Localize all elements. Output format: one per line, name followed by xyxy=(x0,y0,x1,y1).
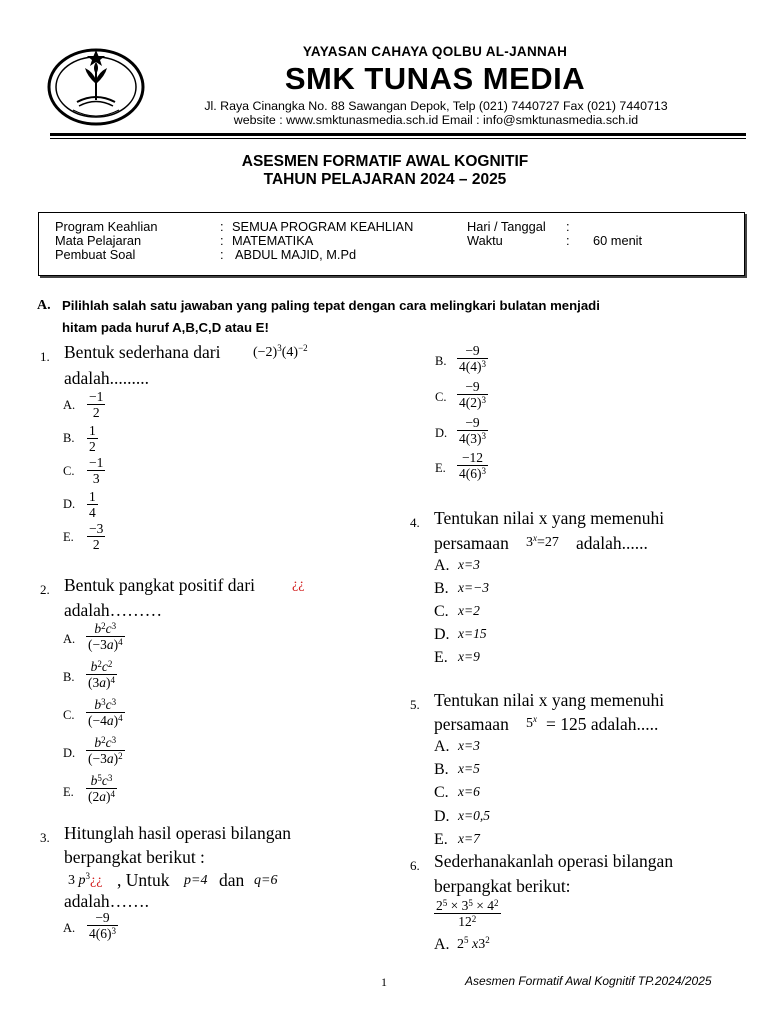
q3-option-e[interactable]: −12 $4(6)^3$ xyxy=(459,450,486,481)
q1-text-2: adalah......... xyxy=(64,368,150,388)
program-label: Program Keahlian xyxy=(55,219,158,234)
q5-number: 5. xyxy=(410,697,420,712)
q3-expression: 3 $p^3¿¿$ xyxy=(68,871,103,888)
q3-text-2: berpangkat berikut : xyxy=(64,847,205,867)
q2-option-a-letter[interactable]: A. xyxy=(63,632,76,646)
q5-option-e[interactable]: x=7 xyxy=(458,831,480,846)
time-colon: : xyxy=(566,233,570,248)
q3-untuk: , Untuk xyxy=(117,870,170,890)
q3-option-e-letter[interactable]: E. xyxy=(435,461,446,475)
q3-text-1: Hitunglah hasil operasi bilangan xyxy=(64,823,291,843)
q6-option-a[interactable]: $2^5$ $x3^2$ xyxy=(457,935,490,952)
school-logo xyxy=(47,44,145,130)
header-rule xyxy=(50,133,746,136)
q1-option-a[interactable]: −1 2 xyxy=(89,389,104,420)
q2-option-b-letter[interactable]: B. xyxy=(63,670,75,684)
header-rule-thin xyxy=(50,138,746,139)
q3-q-value: q=6 xyxy=(254,873,278,888)
exam-info-box xyxy=(38,212,745,276)
q6-number: 6. xyxy=(410,858,420,873)
q1-text: Bentuk sederhana dari xyxy=(64,342,221,362)
q6-text-2: berpangkat berikut: xyxy=(434,876,571,896)
subject-value: MATEMATIKA xyxy=(232,233,314,248)
q6-text-1: Sederhanakanlah operasi bilangan xyxy=(434,851,674,871)
q3-option-d-letter[interactable]: D. xyxy=(435,426,448,440)
time-value: 60 menit xyxy=(593,233,643,248)
instruction-line2: hitam pada huruf A,B,C,D atau E! xyxy=(62,320,269,335)
q4-option-e[interactable]: x=9 xyxy=(458,649,480,664)
q3-option-b-letter[interactable]: B. xyxy=(435,354,447,368)
exam-title-line1: ASESMEN FORMATIF AWAL KOGNITIF xyxy=(241,153,529,170)
q1-option-c[interactable]: −1 3 xyxy=(89,455,104,486)
exam-title-line2: TAHUN PELAJARAN 2024 – 2025 xyxy=(263,171,507,188)
q2-text: Bentuk pangkat positif dari xyxy=(64,575,256,595)
day-colon: : xyxy=(566,219,570,234)
q5-option-b[interactable]: x=5 xyxy=(458,761,480,776)
q4-option-b-letter[interactable]: B. xyxy=(434,580,449,597)
q4-option-a-letter[interactable]: A. xyxy=(434,557,450,574)
q4-option-b[interactable]: x=−3 xyxy=(458,580,489,595)
page-number: 1 xyxy=(381,975,387,989)
q3-option-a-letter[interactable]: A. xyxy=(63,921,76,935)
school-address: Jl. Raya Cinangka No. 88 Sawangan Depok, Telp (021) 7440727 Fax (021) 7440713 xyxy=(204,99,668,113)
program-value: SEMUA PROGRAM KEAHLIAN xyxy=(232,219,414,234)
section-letter: A. xyxy=(37,298,51,313)
q1-option-e-letter[interactable]: E. xyxy=(63,530,74,544)
q2-option-c[interactable]: $b^3c^3$ $(-4a)^4$ xyxy=(88,697,123,728)
exam-title xyxy=(150,153,620,189)
q3-text-3: adalah……. xyxy=(64,891,150,911)
q2-number: 2. xyxy=(40,582,50,597)
q5-option-d[interactable]: x=0,5 xyxy=(458,808,490,823)
q2-text-2: adalah……… xyxy=(64,600,163,620)
footer-text: Asesmen Formatif Awal Kognitif TP.2024/2025 xyxy=(465,974,712,988)
q5-text-2a: persamaan xyxy=(434,714,509,734)
q4-option-d[interactable]: x=15 xyxy=(458,626,487,641)
q1-option-b[interactable]: 1 2 xyxy=(89,423,96,454)
q6-option-a-letter[interactable]: A. xyxy=(434,936,450,953)
q4-text-2a: persamaan xyxy=(434,533,509,553)
q5-option-c[interactable]: x=6 xyxy=(458,784,480,799)
q4-text-2b: adalah...... xyxy=(576,533,648,553)
q3-option-a[interactable]: −9 $4(6)^3$ xyxy=(89,910,116,941)
q5-option-a-letter[interactable]: A. xyxy=(434,738,450,755)
q4-number: 4. xyxy=(410,515,420,530)
q5-option-e-letter[interactable]: E. xyxy=(434,831,448,848)
school-name: SMK TUNAS MEDIA xyxy=(284,61,586,96)
q2-option-d[interactable]: $b^2c^3$ $(-3a)^2$ xyxy=(88,735,123,766)
q3-p-value: p=4 xyxy=(184,873,208,888)
q4-option-c[interactable]: x=2 xyxy=(458,603,480,618)
q1-option-c-letter[interactable]: C. xyxy=(63,464,75,478)
q4-option-a[interactable]: x=3 xyxy=(458,557,480,572)
q4-text-1: Tentukan nilai x yang memenuhi xyxy=(434,508,665,528)
program-colon: : xyxy=(220,219,224,234)
author-value: ABDUL MAJID, M.Pd xyxy=(235,247,357,262)
q5-text-1: Tentukan nilai x yang memenuhi xyxy=(434,690,665,710)
q1-option-d-letter[interactable]: D. xyxy=(63,497,76,511)
q4-option-d-letter[interactable]: D. xyxy=(434,626,450,643)
q4-option-c-letter[interactable]: C. xyxy=(434,603,449,620)
q5-option-c-letter[interactable]: C. xyxy=(434,784,449,801)
q5-text-2b: = 125 adalah..... xyxy=(546,714,659,734)
q6-expression: $2^5 \times 3^5 \times 4^2$ $12^2$ xyxy=(436,898,499,929)
author-colon: : xyxy=(220,247,224,262)
q2-option-c-letter[interactable]: C. xyxy=(63,708,75,722)
q2-option-e[interactable]: $b^5c^3$ $(2a)^4$ xyxy=(88,773,115,804)
q1-option-e[interactable]: −3 2 xyxy=(89,521,104,552)
q4-equation: $3^x=27$ xyxy=(526,533,559,550)
q3-dan: dan xyxy=(219,870,245,890)
q3-number: 3. xyxy=(40,830,50,845)
q1-expression: $(-2)^3(4)^{-2}$ xyxy=(253,343,308,360)
subject-colon: : xyxy=(220,233,224,248)
q3-option-b[interactable]: −9 $4(4)^3$ xyxy=(459,343,486,374)
q2-option-e-letter[interactable]: E. xyxy=(63,785,74,799)
time-label: Waktu xyxy=(467,233,503,248)
q5-option-d-letter[interactable]: D. xyxy=(434,808,450,825)
q1-option-b-letter[interactable]: B. xyxy=(63,431,75,445)
q2-broken-glyph: ¿¿ xyxy=(292,577,305,592)
author-label: Pembuat Soal xyxy=(55,247,136,262)
q2-option-a[interactable]: $b^2c^3$ $(-3a)^4$ xyxy=(88,621,123,652)
q5-equation: 5$^x$ xyxy=(526,714,537,731)
q5-option-a[interactable]: x=3 xyxy=(458,738,480,753)
q3-option-d[interactable]: −9 $4(3)^3$ xyxy=(459,415,486,446)
school-contact: website : www.smktunasmedia.sch.id Email : info@smktunasmedia.sch.id xyxy=(233,113,639,127)
q5-option-b-letter[interactable]: B. xyxy=(434,761,449,778)
q2-option-b[interactable]: $b^2c^2$ $(3a)^4$ xyxy=(88,659,115,690)
q3-option-c[interactable]: −9 $4(2)^3$ xyxy=(459,379,486,410)
q1-option-a-letter[interactable]: A. xyxy=(63,398,76,412)
day-label: Hari / Tanggal xyxy=(467,219,546,234)
instruction-line1: Pilihlah salah satu jawaban yang paling tepat dengan cara melingkari bulatan menjadi xyxy=(62,298,600,313)
subject-label: Mata Pelajaran xyxy=(55,233,142,248)
q4-option-e-letter[interactable]: E. xyxy=(434,649,448,666)
q3-option-c-letter[interactable]: C. xyxy=(435,390,447,404)
foundation-name: YAYASAN CAHAYA QOLBU AL-JANNAH xyxy=(302,44,568,59)
q2-option-d-letter[interactable]: D. xyxy=(63,746,76,760)
q1-number: 1. xyxy=(40,349,50,364)
q1-option-d[interactable]: 1 4 xyxy=(89,489,96,520)
